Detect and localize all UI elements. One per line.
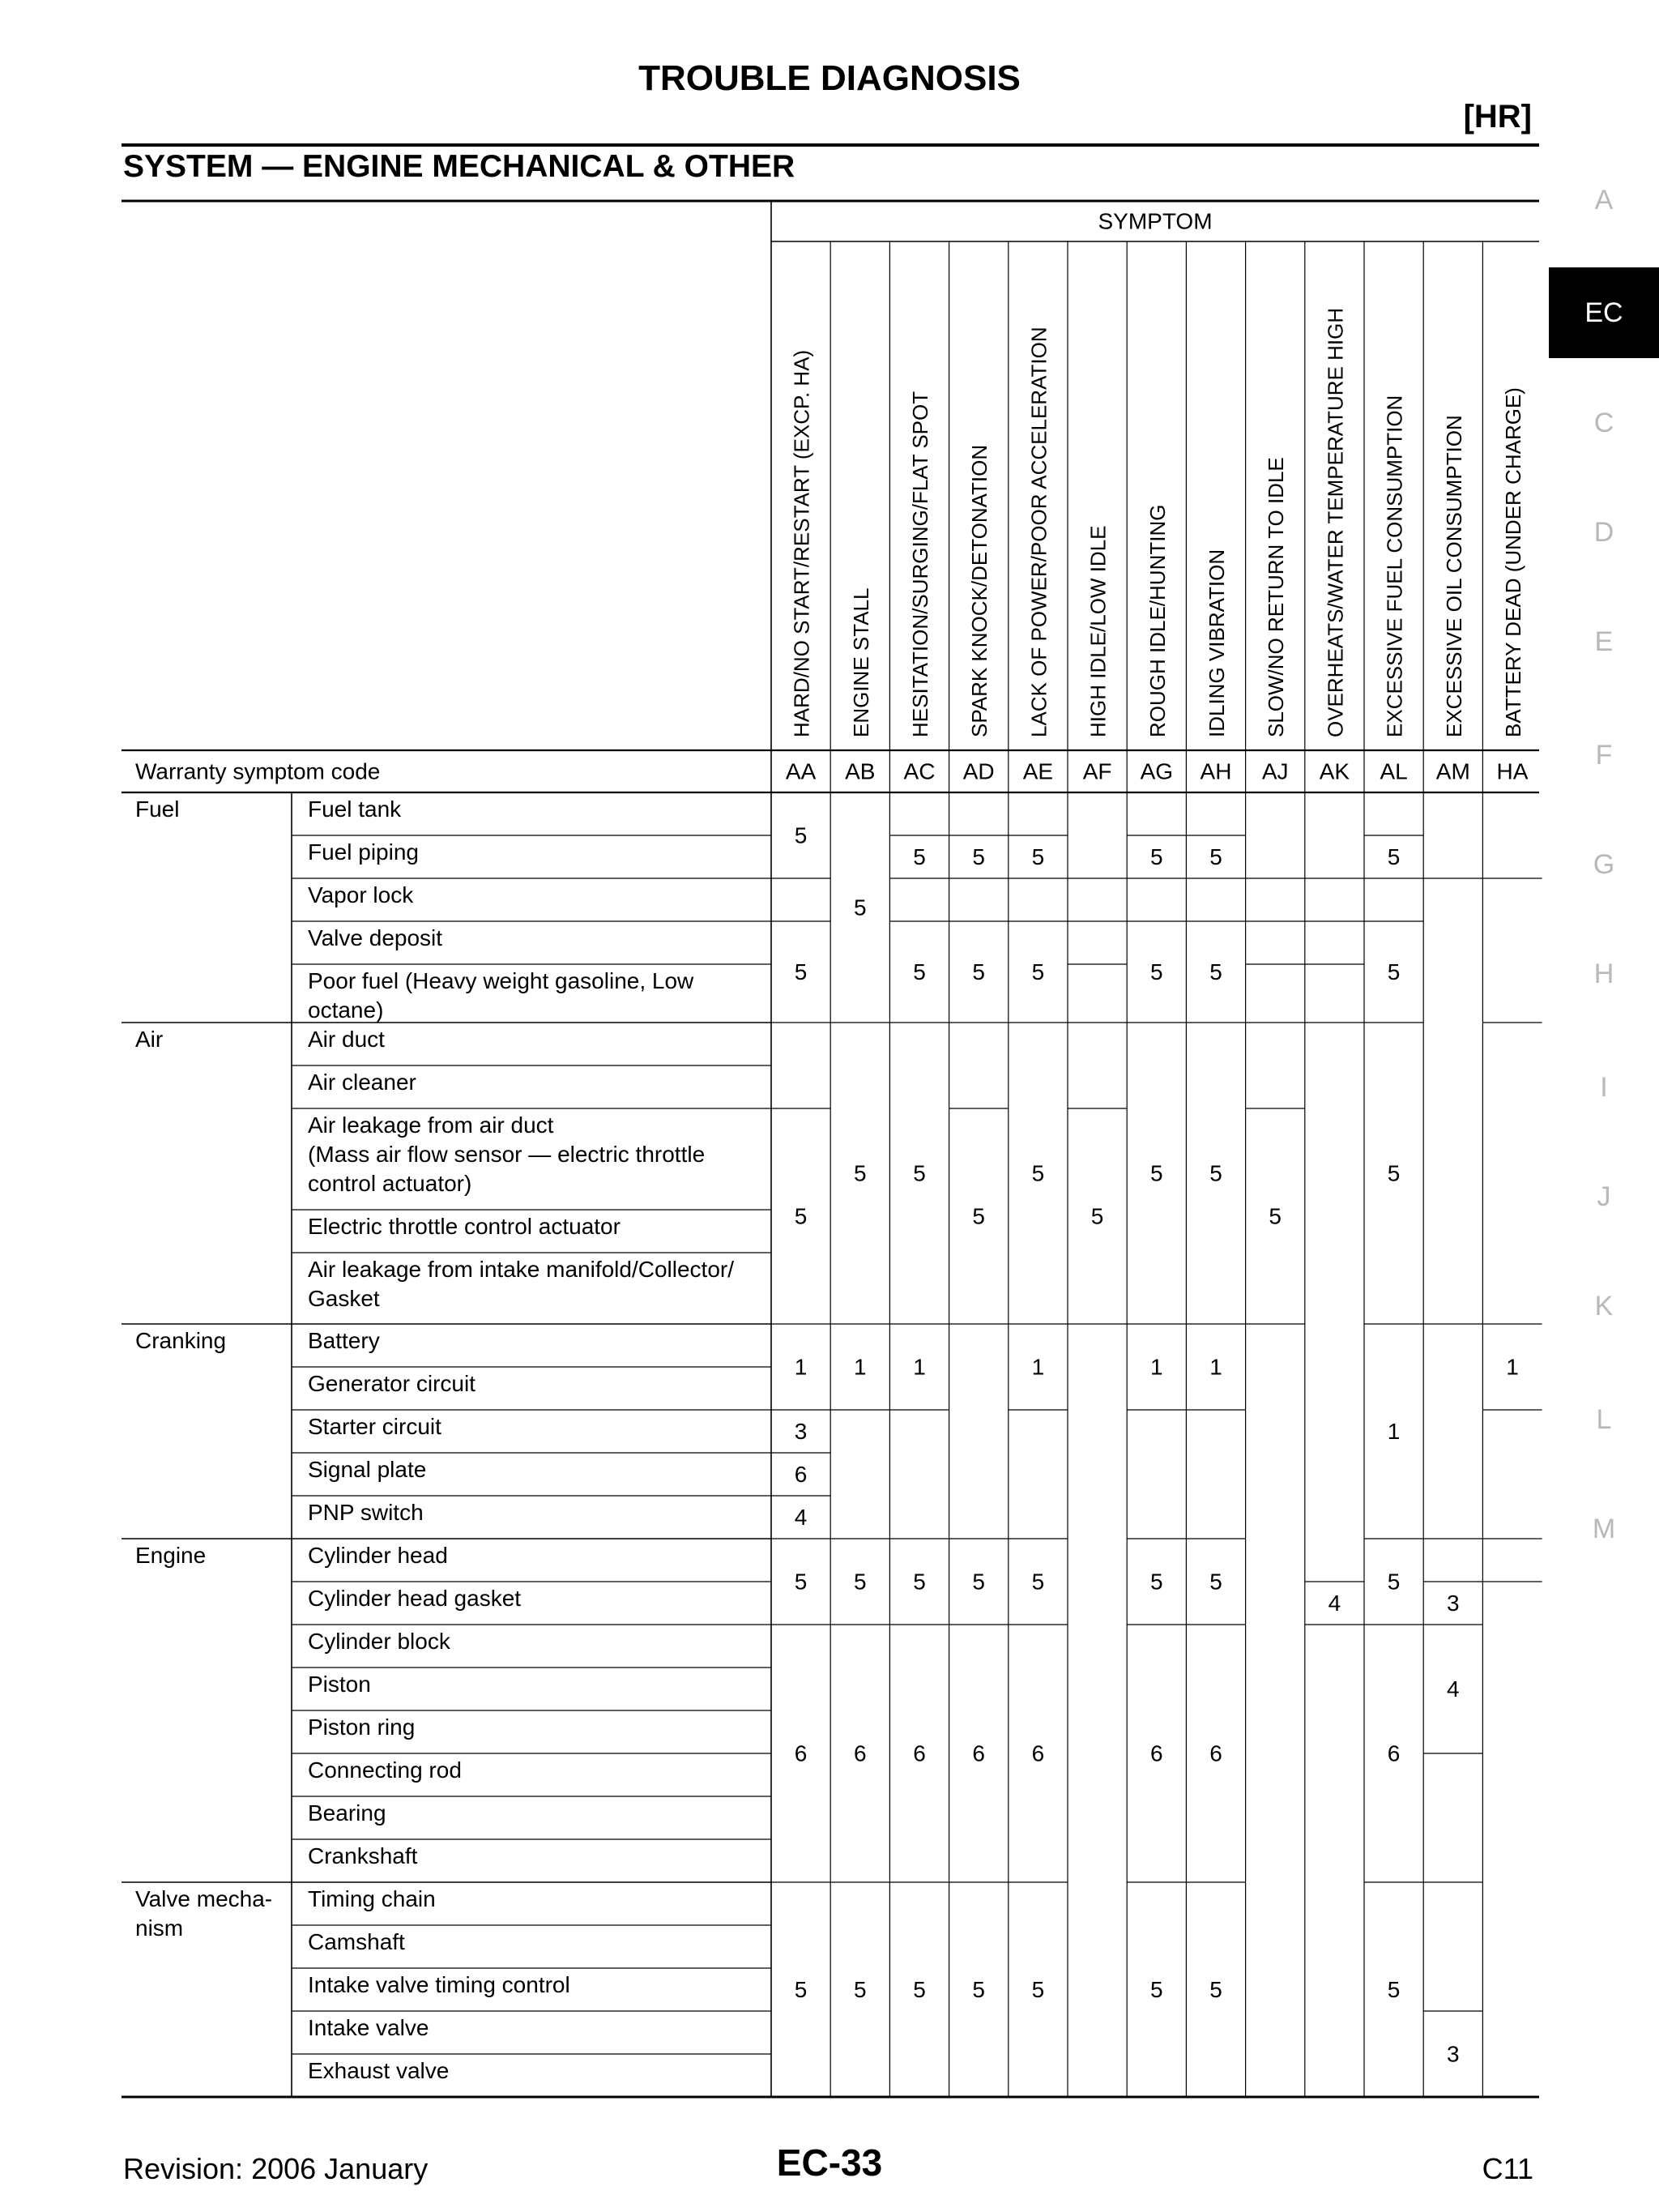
cell-value: 5 [1031,1569,1045,1595]
warranty-label: Warranty symptom code [135,758,381,784]
symptom-name: HARD/NO START/RESTART (EXCP. HA) [789,349,814,737]
cell-value: 5 [794,959,808,984]
item-label: Cylinder block [308,1629,450,1654]
symptom-code: AK [1319,758,1350,784]
cell-value: 1 [1150,1354,1163,1380]
revision-date: Revision: 2006 January [123,2152,429,2185]
cell-value: 3 [1447,1590,1460,1616]
symptom-code: AH [1200,758,1232,784]
cell-value: 5 [913,843,926,869]
item-label: (Mass air flow sensor — electric throttle [308,1142,706,1167]
symptom-code: AA [785,758,817,784]
cell-value: 4 [1447,1676,1460,1702]
symptom-code: AJ [1261,758,1289,784]
item-label: Air cleaner [308,1070,416,1095]
cell-value: 5 [1209,1976,1222,2002]
symptom-name: LACK OF POWER/POOR ACCELERATION [1026,327,1051,737]
cell-value: 5 [794,1976,808,2002]
cell-value: 5 [854,1569,867,1595]
item-label: Generator circuit [308,1371,476,1396]
cell-value: 5 [1150,1569,1163,1595]
cell-value: 1 [913,1354,926,1380]
category-name: Engine [135,1543,207,1568]
cell-value: 5 [854,895,867,920]
symptom-code: AC [903,758,936,784]
symptom-name: HESITATION/SURGING/FLAT SPOT [908,391,932,737]
cell-value: 6 [1387,1740,1401,1766]
item-label: Poor fuel (Heavy weight gasoline, Low [308,968,694,993]
cell-value: 3 [794,1418,808,1444]
cell-value: 5 [1150,959,1163,984]
item-label: Fuel piping [308,839,419,865]
symptom-name: OVERHEATS/WATER TEMPERATURE HIGH [1323,307,1348,737]
cell-value: 5 [1031,1976,1045,2002]
cell-value: 5 [1387,1160,1401,1186]
cell-value: 6 [854,1740,867,1766]
item-label: Air leakage from intake manifold/Collector/ [308,1257,735,1282]
item-label: Air duct [308,1027,385,1052]
symptom-code: AM [1435,758,1470,784]
cell-value: 5 [913,1976,926,2002]
side-tab-c[interactable]: C [1593,408,1614,438]
item-label: Cylinder head [308,1543,448,1568]
cell-value: 5 [1269,1203,1282,1229]
cell-value: 5 [972,843,985,869]
cell-value: 5 [1209,1160,1222,1186]
cell-value: 1 [1031,1354,1045,1380]
item-label: Starter circuit [308,1414,441,1439]
cell-value: 6 [794,1461,808,1487]
cell-value: 1 [794,1354,808,1380]
item-label: Valve deposit [308,925,443,950]
item-label: Connecting rod [308,1757,462,1783]
side-tab-f[interactable]: F [1595,740,1613,771]
cell-value: 4 [794,1504,808,1530]
cell-value: 5 [913,959,926,984]
cell-value: 6 [972,1740,985,1766]
side-tab-g[interactable]: G [1593,849,1615,880]
symptom-name: SLOW/NO RETURN TO IDLE [1264,457,1289,737]
page-title: TROUBLE DIAGNOSIS [638,58,1021,98]
symptom-name: BATTERY DEAD (UNDER CHARGE) [1501,387,1525,737]
symptom-code: AF [1082,758,1112,784]
side-tab-a[interactable]: A [1594,185,1614,216]
item-label: Crankshaft [308,1843,418,1868]
symptom-name: EXCESSIVE OIL CONSUMPTION [1441,415,1466,737]
cell-value: 5 [1387,959,1401,984]
category-name: Cranking [135,1328,227,1353]
cell-value: 5 [913,1569,926,1595]
section-code: [HR] [1463,99,1532,135]
item-label: Vapor lock [308,882,414,907]
cell-value: 5 [1387,1976,1401,2002]
cell-value: 5 [1090,1203,1104,1229]
symptom-code: AG [1140,758,1174,784]
page-number: EC-33 [776,2142,883,2184]
category-name: Valve mecha- [135,1886,273,1911]
item-label: Electric throttle control actuator [308,1214,621,1239]
cell-value: 5 [1387,1569,1401,1595]
side-tab-e[interactable]: E [1594,626,1614,657]
item-label: Bearing [308,1800,386,1826]
cell-value: 3 [1447,2041,1460,2067]
side-tab-m[interactable]: M [1592,1514,1616,1544]
item-label: Intake valve timing control [308,1972,570,1997]
symptom-code: AL [1380,758,1408,784]
cell-value: 6 [1150,1740,1163,1766]
cell-value: 5 [913,1160,926,1186]
category-name: Air [135,1027,164,1052]
cell-value: 5 [854,1160,867,1186]
symptom-name: SPARK KNOCK/DETONATION [967,444,992,737]
symptom-code: AD [962,758,995,784]
side-tab-ec[interactable]: EC [1549,267,1659,358]
category-name: Fuel [135,796,180,822]
section-subtitle: SYSTEM — ENGINE MECHANICAL & OTHER [123,149,795,184]
cell-value: 1 [1209,1354,1222,1380]
side-tab-d[interactable]: D [1593,517,1614,548]
item-label: Exhaust valve [308,2058,450,2083]
cell-value: 4 [1328,1590,1341,1616]
item-label: Air leakage from air duct [308,1112,554,1138]
side-tab-i[interactable]: I [1600,1072,1608,1103]
item-label: Camshaft [308,1929,405,1954]
item-label: Signal plate [308,1457,427,1482]
cell-value: 6 [913,1740,926,1766]
item-label: Fuel tank [308,796,402,822]
cell-value: 1 [1506,1354,1519,1380]
item-label: octane) [308,997,384,1023]
cell-value: 5 [794,1203,808,1229]
item-label: PNP switch [308,1500,424,1525]
side-tab-h[interactable]: H [1593,959,1614,989]
symptom-code: AB [845,758,876,784]
item-label: Intake valve [308,2015,429,2040]
item-label: control actuator) [308,1171,472,1196]
model-code: C11 [1482,2152,1533,2185]
cell-value: 6 [794,1740,808,1766]
symptom-name: IDLING VIBRATION [1205,549,1229,737]
symptom-name: ROUGH IDLE/HUNTING [1145,504,1170,737]
category-name: nism [135,1915,184,1941]
cell-value: 5 [794,822,808,848]
cell-value: 5 [972,1569,985,1595]
symptom-code: AE [1022,758,1054,784]
symptom-code: HA [1496,758,1529,784]
cell-value: 5 [1150,843,1163,869]
cell-value: 5 [854,1976,867,2002]
cell-value: 1 [854,1354,867,1380]
cell-value: 5 [1031,843,1045,869]
cell-value: 5 [1031,959,1045,984]
cell-value: 6 [1209,1740,1222,1766]
cell-value: 5 [1150,1160,1163,1186]
item-label: Piston ring [308,1715,416,1740]
symptom-label: SYMPTOM [1098,208,1213,234]
cell-value: 5 [1387,843,1401,869]
cell-value: 1 [1387,1418,1401,1444]
symptom-name: EXCESSIVE FUEL CONSUMPTION [1382,395,1407,737]
cell-value: 5 [972,959,985,984]
item-label: Timing chain [308,1886,436,1911]
cell-value: 5 [1209,959,1222,984]
cell-value: 5 [1031,1160,1045,1186]
side-tab-j[interactable]: J [1597,1181,1611,1212]
cell-value: 6 [1031,1740,1045,1766]
cell-value: 5 [794,1569,808,1595]
cell-value: 5 [972,1203,985,1229]
symptom-name: ENGINE STALL [848,587,873,737]
cell-value: 5 [972,1976,985,2002]
cell-value: 5 [1209,1569,1222,1595]
item-label: Cylinder head gasket [308,1586,522,1611]
side-tab-k[interactable]: K [1594,1291,1614,1322]
side-tab-l[interactable]: L [1596,1404,1612,1435]
item-label: Piston [308,1672,371,1697]
cell-value: 5 [1209,843,1222,869]
symptom-name: HIGH IDLE/LOW IDLE [1085,525,1111,737]
item-label: Battery [308,1328,380,1353]
item-label: Gasket [308,1286,380,1311]
cell-value: 5 [1150,1976,1163,2002]
